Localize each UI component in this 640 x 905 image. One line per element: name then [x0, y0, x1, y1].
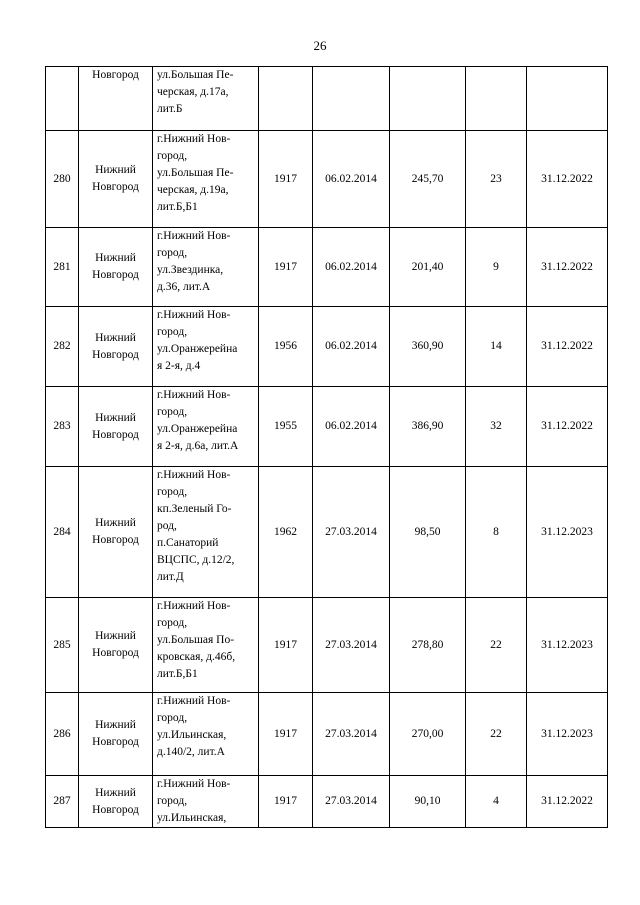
row-number-cell: 285 [46, 598, 79, 693]
table-row [46, 228, 608, 307]
city-cell [79, 776, 153, 828]
address-cell [153, 228, 259, 307]
table-row [46, 307, 608, 387]
city-cell [79, 131, 153, 228]
address-line: я 2-я, д.4 [157, 360, 201, 372]
city-line: Новгород [92, 534, 139, 546]
row-number-cell: 284 [46, 467, 79, 598]
address-cell [153, 467, 259, 598]
count-cell [466, 67, 527, 131]
year-cell: 1917 [259, 776, 313, 828]
date-cell: 06.02.2014 [313, 228, 390, 307]
city-cell [79, 693, 153, 776]
address-line: город, [157, 486, 188, 498]
address-line: ул.Ильинская, [157, 729, 227, 741]
count-cell: 23 [466, 131, 527, 228]
deadline-cell [527, 67, 608, 131]
year-cell: 1917 [259, 598, 313, 693]
page-number: 26 [313, 38, 327, 53]
address-line: лит.Д [157, 571, 184, 583]
count-cell: 32 [466, 387, 527, 467]
row-number-cell: 286 [46, 693, 79, 776]
address-line: ул.Большая Пе- [157, 69, 234, 81]
city-line: Нижний [95, 517, 136, 529]
row-number-cell: 280 [46, 131, 79, 228]
area-cell: 386,90 [390, 387, 466, 467]
table-row [46, 387, 608, 467]
address-line: кровская, д.46б, [157, 651, 236, 663]
address-cell [153, 387, 259, 467]
address-line: г.Нижний Нов- [157, 695, 231, 707]
continuation-row [46, 67, 608, 131]
address-line: лит.Б [157, 103, 183, 115]
address-line: ул.Звездинка, [157, 264, 224, 276]
address-cell [153, 67, 259, 131]
city-cell [79, 307, 153, 387]
deadline-cell: 31.12.2023 [527, 693, 608, 776]
address-line: п.Санаторий [157, 537, 219, 549]
city-line: Новгород [92, 647, 139, 659]
address-cell [153, 131, 259, 228]
date-cell: 27.03.2014 [313, 776, 390, 828]
city-line: Новгород [92, 803, 139, 816]
address-line: г.Нижний Нов- [157, 133, 231, 145]
deadline-cell: 31.12.2022 [527, 228, 608, 307]
table-body [46, 67, 608, 828]
address-line: д.140/2, лит.А [157, 746, 225, 758]
year-cell: 1962 [259, 467, 313, 598]
area-cell: 245,70 [390, 131, 466, 228]
address-line: кп.Зеленый Го- [157, 503, 232, 515]
address-cell [153, 776, 259, 828]
address-cell [153, 598, 259, 693]
deadline-cell: 31.12.2023 [527, 467, 608, 598]
address-line: черская, д.19а, [157, 184, 229, 196]
address-line: ул.Ильинская, [157, 812, 227, 824]
date-cell: 27.03.2014 [313, 467, 390, 598]
date-cell: 27.03.2014 [313, 693, 390, 776]
table-row [46, 598, 608, 693]
city-line: Нижний [95, 164, 136, 176]
city-cell [79, 387, 153, 467]
date-cell: 27.03.2014 [313, 598, 390, 693]
city-line: Новгород [92, 269, 139, 281]
address-line: город, [157, 150, 188, 162]
address-line: г.Нижний Нов- [157, 309, 231, 321]
area-cell [390, 67, 466, 131]
count-cell: 22 [466, 693, 527, 776]
address-line: г.Нижний Нов- [157, 600, 231, 612]
city-line: Новгород [92, 348, 139, 361]
address-line: я 2-я, д.6а, лит.А [157, 440, 239, 452]
count-cell: 4 [466, 776, 527, 828]
count-cell: 22 [466, 598, 527, 693]
year-cell: 1917 [259, 693, 313, 776]
count-cell: 14 [466, 307, 527, 387]
address-line: ул.Большая Пе- [157, 167, 234, 179]
deadline-cell: 31.12.2022 [527, 131, 608, 228]
address-line: г.Нижний Нов- [157, 469, 231, 481]
address-cell [153, 693, 259, 776]
area-cell: 360,90 [390, 307, 466, 387]
address-line: г.Нижний Нов- [157, 389, 231, 401]
date-cell: 06.02.2014 [313, 307, 390, 387]
address-line: город, [157, 795, 188, 807]
area-cell: 278,80 [390, 598, 466, 693]
year-cell: 1917 [259, 131, 313, 228]
date-cell [313, 67, 390, 131]
address-cell [153, 307, 259, 387]
table-row [46, 131, 608, 228]
row-number-cell: 287 [46, 776, 79, 828]
address-line: род, [157, 520, 177, 532]
city-line: Нижний [95, 786, 136, 799]
date-cell: 06.02.2014 [313, 387, 390, 467]
city-line: Новгород [92, 181, 139, 193]
housing-registry-table [45, 66, 608, 828]
address-line: город, [157, 712, 188, 724]
table-row [46, 467, 608, 598]
address-line: ул.Оранжерейна [157, 343, 238, 355]
city-line: Нижний [95, 252, 136, 264]
address-line: д.36, лит.А [157, 281, 211, 293]
row-number-cell: 283 [46, 387, 79, 467]
city-line: Новгород [92, 736, 139, 748]
city-line: Нижний [95, 719, 136, 731]
address-line: город, [157, 406, 188, 418]
area-cell: 98,50 [390, 467, 466, 598]
address-line: лит.Б,Б1 [157, 668, 198, 680]
city-cell [79, 598, 153, 693]
address-line: ВЦСПС, д.12/2, [157, 554, 235, 566]
city-line: Нижний [95, 411, 136, 424]
year-cell: 1955 [259, 387, 313, 467]
row-number-cell [46, 67, 79, 131]
date-cell: 06.02.2014 [313, 131, 390, 228]
area-cell: 270,00 [390, 693, 466, 776]
address-line: черская, д.17а, [157, 86, 229, 98]
city-cell [79, 467, 153, 598]
address-line: г.Нижний Нов- [157, 778, 231, 790]
city-line: Новгород [92, 428, 139, 441]
address-line: г.Нижний Нов- [157, 230, 231, 242]
city-line: Нижний [95, 630, 136, 642]
city-cell [79, 228, 153, 307]
year-cell: 1917 [259, 228, 313, 307]
row-number-cell: 282 [46, 307, 79, 387]
address-line: лит.Б,Б1 [157, 201, 198, 213]
area-cell: 201,40 [390, 228, 466, 307]
address-line: город, [157, 247, 188, 259]
deadline-cell: 31.12.2022 [527, 387, 608, 467]
address-line: ул.Большая По- [157, 634, 235, 646]
area-cell: 90,10 [390, 776, 466, 828]
count-cell: 9 [466, 228, 527, 307]
city-cell: Новгород [79, 67, 153, 131]
city-line: Нижний [95, 331, 136, 344]
deadline-cell: 31.12.2022 [527, 307, 608, 387]
row-number-cell: 281 [46, 228, 79, 307]
count-cell: 8 [466, 467, 527, 598]
table-row [46, 693, 608, 776]
address-line: ул.Оранжерейна [157, 423, 238, 435]
year-cell [259, 67, 313, 131]
address-line: город, [157, 617, 188, 629]
deadline-cell: 31.12.2023 [527, 598, 608, 693]
year-cell: 1956 [259, 307, 313, 387]
address-line: город, [157, 326, 188, 338]
deadline-cell: 31.12.2022 [527, 776, 608, 828]
table-row [46, 776, 608, 828]
